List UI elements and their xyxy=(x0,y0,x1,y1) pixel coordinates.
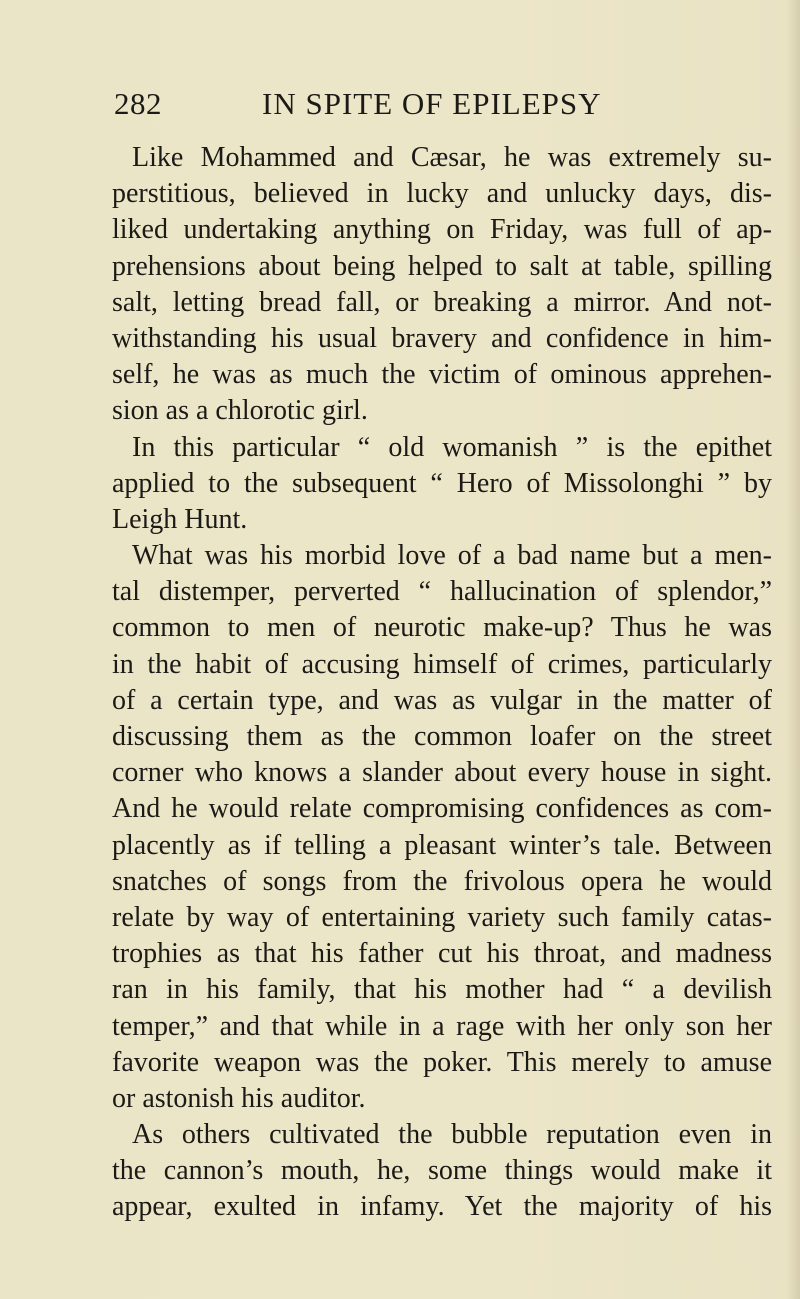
text-line: common to men of neurotic make-up? Thus he was xyxy=(112,612,772,644)
text-line: perstitious, believed in lucky and unlucky days, dis- xyxy=(112,178,772,210)
text-line: sion as a chlorotic girl. xyxy=(112,395,368,427)
text-line: appear, exulted in infamy. Yet the majority of his xyxy=(112,1191,772,1223)
text-line: discussing them as the common loafer on the street xyxy=(112,721,772,752)
page-header xyxy=(114,86,714,126)
text-line: temper,” and that while in a rage with her only son her xyxy=(112,1010,772,1042)
body-text xyxy=(112,140,772,1226)
text-line: ran in his family, that his mother had “ a devilish xyxy=(112,974,772,1006)
text-line: in the habit of accusing himself of crimes, particularly xyxy=(112,648,772,680)
text-line: trophies as that his father cut his throat, and madness xyxy=(112,938,772,970)
text-line: prehensions about being helped to salt at table, spilling xyxy=(112,250,772,282)
page-edge-shadow xyxy=(786,0,800,1299)
text-line: relate by way of entertaining variety such family catas- xyxy=(112,901,772,933)
text-line: the cannon’s mouth, he, some things would make it xyxy=(112,1155,772,1187)
text-line: of a certain type, and was as vulgar in the matter of xyxy=(112,684,772,716)
text-line: And he would relate compromising confidences as com- xyxy=(112,793,772,825)
text-line: As others cultivated the bubble reputation even in xyxy=(132,1119,772,1151)
text-line: snatches of songs from the frivolous opera he would xyxy=(112,865,772,897)
text-line: salt, letting bread fall, or breaking a mirror. And not- xyxy=(112,286,772,318)
text-line: In this particular “ old womanish ” is the epithet xyxy=(132,431,772,463)
text-line: withstanding his usual bravery and confidence in him- xyxy=(112,322,772,354)
text-line: favorite weapon was the poker. This merely to amuse xyxy=(112,1046,772,1078)
text-line: self, he was as much the victim of ominous apprehen- xyxy=(112,359,772,391)
text-line: tal distemper, perverted “ hallucination of splendor,” xyxy=(112,576,772,608)
text-line: liked undertaking anything on Friday, was full of ap- xyxy=(112,214,772,246)
text-line: Leigh Hunt. xyxy=(112,503,248,535)
text-line: Like Mohammed and Cæsar, he was extremely su- xyxy=(132,142,772,173)
running-head: IN SPITE OF EPILEPSY xyxy=(262,86,602,121)
text-line: placently as if telling a pleasant winter’s tale. Between xyxy=(112,829,772,861)
text-line: corner who knows a slander about every house in sight. xyxy=(112,757,772,789)
page-number: 282 xyxy=(114,86,162,121)
text-line: What was his morbid love of a bad name but a men- xyxy=(132,540,772,572)
text-line: or astonish his auditor. xyxy=(112,1082,366,1114)
text-line: applied to the subsequent “ Hero of Missolonghi ” by xyxy=(112,467,772,499)
